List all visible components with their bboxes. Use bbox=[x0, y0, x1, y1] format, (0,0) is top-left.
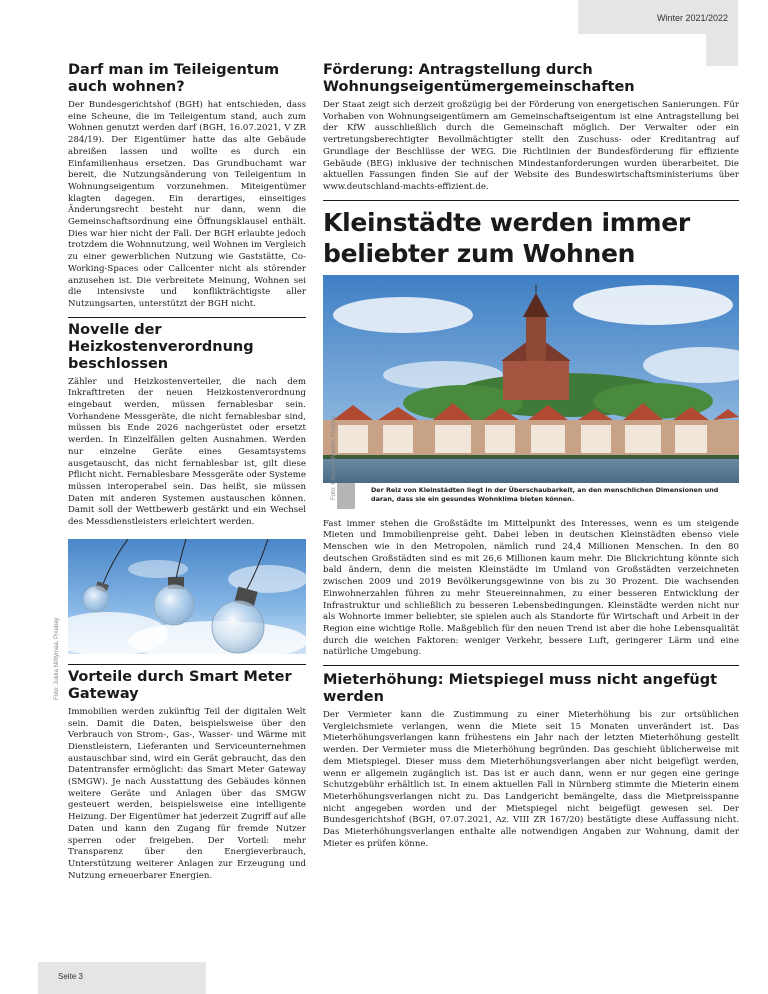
left-column bbox=[68, 62, 306, 882]
article-title: Förderung: Antragstellung durch Wohnungseigentümergemeinschaften bbox=[323, 62, 635, 95]
caption-text: Der Reiz von Kleinstädten liegt in der Überschaubarkeit, an den menschlichen Dimensionen und daran, dass sie ein gesundes Wohnklima bieten können. bbox=[371, 485, 719, 503]
article-body: Immobilien werden zukünftig Teil der digitalen Welt sein. Damit die Daten, beispielsweise über den Verbrauch von Strom-, Gas-, Wasser- und Wärme mit Dienstleistern, Lieferanten und Serviceunternehmen austauschbar sind, wird ein Gerät gebraucht, das den Datentransfer ermöglicht: das Smart Meter Gateway (SMGW). Je nach Ausstattung des Gebäudes können weitere Geräte und Anlagen über das SMGW gesteuert werden, beispielsweise eine intelligente Heizung. Der Eigentümer hat jederzeit Zugriff auf alle Daten und kann den Zugang für fremde Nutzer sperren oder freigeben. Der Vorteil: mehr Transparenz über den Energieverbrauch, Unterstützung weiterer Anlagen zur Erzeugung und Nutzung erneuerbarer Energien. bbox=[68, 706, 306, 881]
feature-article-kleinstaedte bbox=[323, 207, 739, 659]
article-mieterhoehung bbox=[323, 672, 739, 850]
lightbulbs-image bbox=[68, 539, 306, 654]
town-image bbox=[323, 275, 739, 483]
article-title: Vorteile durch Smart Meter Gateway bbox=[68, 668, 292, 702]
feature-body: Fast immer stehen die Großstädte im Mittelpunkt des Interesses, wenn es um steigende Mieten und Immobilienpreise geht. Dabei leben in deutschen Kleinstädten ebenso viele Menschen wie in den Metropolen, nämlich rund 24,4 Millionen Menschen. In den 80 deutschen Großstädten sind es mit 26,6 Millionen kaum mehr. Die Blickrichtung könnte sich bald ändern, denn die meisten Kleinstädte im Umland von Großstädten verzeichneten zwischen 2009 und 2019 Bevölkerungsgewinne von bis zu 30 Prozent. Die wachsenden Einwohnerzahlen führen zu mehr Steuereinnahmen, zu einer besseren Entwicklung der Infrastruktur und schließlich zu besseren Lebensbedingungen. Kleinstädte werden nicht nur als Wohnorte immer beliebter, sie spielen auch als Standorte für Wirtschaft und Arbeit in der Region eine wichtige Rolle. Maßgeblich für den neuen Trend ist aber die hohe Lebensqualität durch die weichen Faktoren: weniger Verkehr, bessere Luft, geringerer Lärm und eine natürliche Umgebung. bbox=[323, 518, 739, 658]
page-number: Seite 3 bbox=[58, 972, 83, 981]
divider bbox=[323, 665, 739, 666]
article-foerderung bbox=[323, 62, 739, 194]
town-photo bbox=[323, 275, 739, 483]
photo-credit: Foto: Jukka Niittymaa, Pixabay bbox=[54, 617, 60, 700]
issue-label: Winter 2021/2022 bbox=[656, 13, 728, 23]
feature-title: Kleinstädte werden immer beliebter zum Wohnen bbox=[323, 207, 690, 268]
article-title: Novelle der Heizkostenverordnung beschlossen bbox=[68, 321, 254, 372]
caption-bar bbox=[337, 483, 355, 509]
article-body: Der Vermieter kann die Zustimmung zu einer Mieterhöhung bis zur ortsüblichen Vergleichsmiete verlangen, wenn die Miete seit 15 Monaten unverändert ist. Das Mieterhöhungsverlangen kann frühestens ein Jahr nach der letzten Mieterhöhung gestellt werden. Der Vermieter muss die Mieterhöhung begründen. Das geschieht üblicherweise mit dem Mietspiegel. Dieser muss dem Mieterhöhungsverlangen aber nicht beigefügt werden, wenn er allgemein zugänglich ist. Das ist er auch dann, wenn er nur gegen eine geringe Schutzgebühr erhältlich ist. In einem aktuellen Fall in Nürnberg stimmte die Mieterin einem Mieterhöhungsverlangen nicht zu. Das Landgericht bemängelte, dass die Mietpreisspanne nicht angegeben worden und der Mietspiegel nicht beigefügt gewesen sei. Der Bundesgerichtshof (BGH, 07.07.2021, Az. VIII ZR 167/20) bestätigte diese Auffassung nicht. Das Mieterhöhungsverlangen enthalte alle notwendigen Angaben zur Wohnung, damit der Mieter es prüfen könne. bbox=[323, 710, 739, 849]
lightbulbs-photo bbox=[68, 539, 306, 654]
article-teileigentum bbox=[68, 62, 306, 311]
article-body: Zähler und Heizkostenverteiler, die nach dem Inkrafttreten der neuen Heizkostenverordnung eingebaut werden, müssen fernablesbar sein. Vorhandene Messgeräte, die nicht fernablesbar sind, müssen bis Ende 2026 nachgerüstet oder ersetzt werden. In Einzelfällen gelten Ausnahmen. Werden nur einzelne Geräte eines Gesamtsystems ausgetauscht, das nicht fernablesbar ist, gilt diese Pflicht nicht. Fernablesbare Messgeräte oder Systeme müssen interoperabel sein. Das heißt, sie müssen Daten mit anderen Systemen austauschen können. Damit soll der Wettbewerb gestärkt und ein Wechsel des Messdienstleisters erleichtert werden. bbox=[68, 376, 306, 528]
right-column bbox=[323, 62, 739, 851]
article-heizkostenverordnung bbox=[68, 322, 306, 529]
article-smart-meter bbox=[68, 669, 306, 883]
article-body: Der Staat zeigt sich derzeit großzügig bei der Förderung von energetischen Sanierungen. Für Vorhaben von Wohnungseigentümern am Gemeinschaftseigentum ist eine Antragstellung bei der KfW ausschließlich durch die Gemeinschaft möglich. Der Verwalter oder ein vertretungsberechtigter Bevollmächtigter stellt den Zuschuss- oder Kreditantrag auf Grundlage der Beschlüsse der WEG. Die Richtlinien der Bundesförderung für effiziente Gebäude (BEG) inklusive der technischen Mindestanforderungen wurden überarbeitet. Die aktuellen Fassungen finden Sie auf der Website des Bundeswirtschaftsministeriums über www.deutschland-machts-effizient.de. bbox=[323, 100, 739, 192]
divider bbox=[68, 317, 306, 318]
article-body: Der Bundesgerichtshof (BGH) hat entschieden, dass eine Scheune, die im Teileigentum stand, auch zum Wohnen genutzt werden darf (BGH, 16.07.2021, V ZR 284/19). Der Eigentümer hatte das alte Gebäude abreißen lassen und wollte es durch ein Einfamilienhaus ersetzen. Das Grundbuchamt war bereit, die Nutzungsänderung von Teileigentum in Wohnungseigentum vorzunehmen. Miteigentümer klagten dagegen. Ein derartiges, einseitiges Änderungsrecht besteht nur dann, wenn die Gemeinschaftsordnung eine Öffnungsklausel enthält. Dies war hier nicht der Fall. Der BGH erlaubte jedoch trotzdem die Wohnnutzung, weil Wohnen im Vergleich zu einer gewerblichen Nutzung wie Gaststätte, Co-Working-Spaces oder Callcenter nicht als störender anzusehen ist. Die verbreitete Meinung, Wohnen sei die intensivste und konflikträchtigste aller Nutzungsarten, unterstützt der BGH nicht. bbox=[68, 100, 306, 309]
photo-caption bbox=[323, 483, 739, 509]
article-title: Darf man im Teileigentum auch wohnen? bbox=[68, 62, 280, 95]
divider bbox=[323, 200, 739, 201]
article-title: Mieterhöhung: Mietspiegel muss nicht angefügt werden bbox=[323, 672, 718, 706]
photo-credit: Foto: Christian Wadeh, Pixabay bbox=[331, 415, 337, 500]
divider bbox=[68, 664, 306, 665]
